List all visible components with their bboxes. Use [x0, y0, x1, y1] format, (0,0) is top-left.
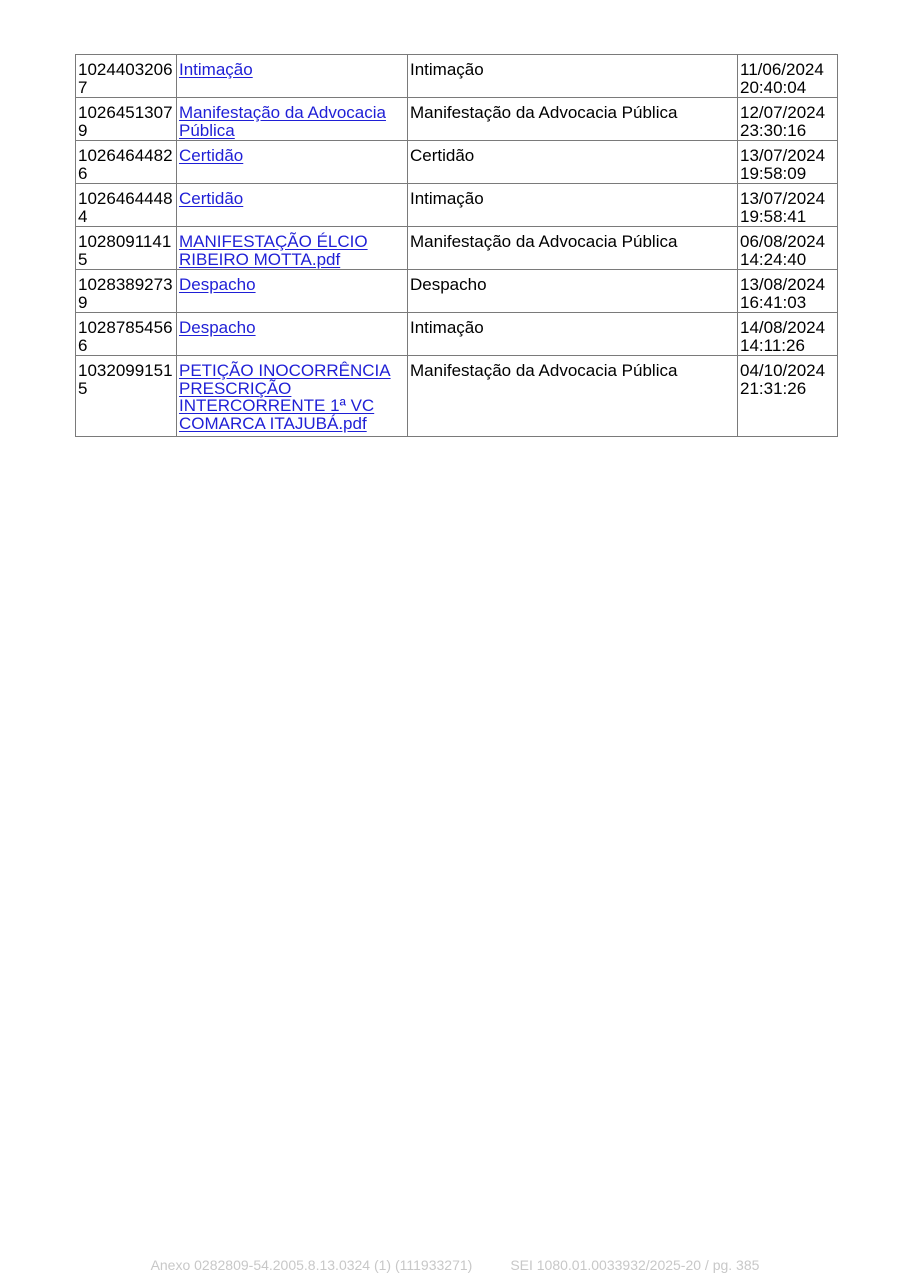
document-id: 10287854566: [76, 313, 177, 356]
document-link[interactable]: PETIÇÃO INOCORRÊNCIA PRESCRIÇÃO INTERCORRENTE 1ª VC COMARCA ITAJUBÁ.pdf: [179, 361, 391, 433]
document-datetime: [738, 98, 838, 141]
document-id: 10244032067: [76, 55, 177, 98]
document-date: 04/10/2024: [740, 361, 826, 380]
document-link[interactable]: Intimação: [179, 60, 253, 79]
document-time: 20:40:04: [740, 77, 807, 97]
document-date: 06/08/2024: [740, 232, 826, 251]
document-time: 19:58:41: [740, 206, 807, 226]
document-type: Intimação: [408, 55, 738, 98]
table-row: [76, 227, 838, 270]
document-datetime: [738, 313, 838, 356]
document-datetime: [738, 184, 838, 227]
document-id: 10264513079: [76, 98, 177, 141]
document-time: 16:41:03: [740, 292, 807, 312]
document-datetime: [738, 227, 838, 270]
document-date: 11/06/2024: [740, 60, 824, 79]
document-datetime: [738, 141, 838, 184]
document-type: Intimação: [408, 313, 738, 356]
document-link[interactable]: Certidão: [179, 189, 244, 208]
document-type: Manifestação da Advocacia Pública: [408, 98, 738, 141]
table-row: [76, 141, 838, 184]
document-type: Manifestação da Advocacia Pública: [408, 356, 738, 437]
document-datetime: [738, 356, 838, 437]
document-date: 14/08/2024: [740, 318, 826, 337]
table-row: [76, 184, 838, 227]
table-row: [76, 55, 838, 98]
document-type: Despacho: [408, 270, 738, 313]
document-date: 13/07/2024: [740, 189, 826, 208]
table-row: [76, 313, 838, 356]
document-id: 10264644484: [76, 184, 177, 227]
document-link[interactable]: Despacho: [179, 275, 256, 294]
document-link[interactable]: Certidão: [179, 146, 244, 165]
document-type: Manifestação da Advocacia Pública: [408, 227, 738, 270]
document-link[interactable]: Manifestação da Advocacia Pública: [179, 103, 386, 140]
document-date: 13/08/2024: [740, 275, 826, 294]
document-id: 10283892739: [76, 270, 177, 313]
document-datetime: [738, 270, 838, 313]
document-date: 13/07/2024: [740, 146, 826, 165]
table-row: [76, 356, 838, 437]
document-time: 23:30:16: [740, 120, 807, 140]
document-time: 19:58:09: [740, 163, 807, 183]
document-date: 12/07/2024: [740, 103, 826, 122]
documents-table: [75, 54, 838, 437]
document-time: 14:11:26: [740, 335, 805, 355]
document-link[interactable]: Despacho: [179, 318, 256, 337]
footer-sei: SEI 1080.01.0033932/2025-20 / pg. 385: [510, 1257, 760, 1273]
footer-annex: Anexo 0282809-54.2005.8.13.0324 (1) (111933271): [150, 1257, 473, 1273]
document-time: 21:31:26: [740, 378, 807, 398]
table-row: [76, 98, 838, 141]
document-type: Intimação: [408, 184, 738, 227]
document-datetime: [738, 55, 838, 98]
document-link[interactable]: MANIFESTAÇÃO ÉLCIO RIBEIRO MOTTA.pdf: [179, 232, 368, 269]
document-id: 10280911415: [76, 227, 177, 270]
page-footer: [0, 1257, 910, 1273]
document-id: 10264644826: [76, 141, 177, 184]
table-row: [76, 270, 838, 313]
document-id: 10320991515: [76, 356, 177, 437]
document-type: Certidão: [408, 141, 738, 184]
document-time: 14:24:40: [740, 249, 807, 269]
